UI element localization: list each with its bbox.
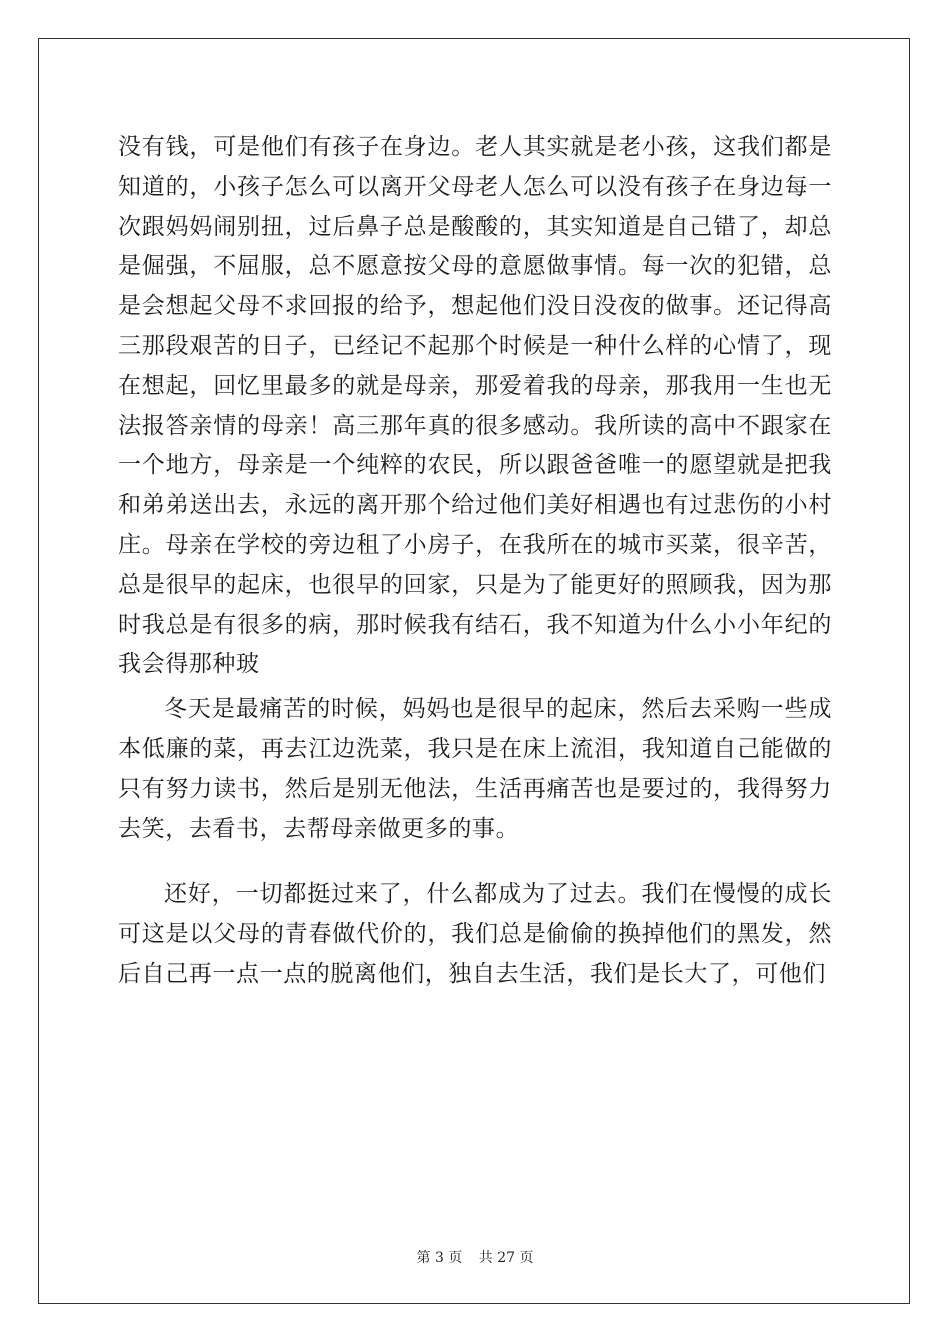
page-total: 共 27 页 (478, 1250, 534, 1266)
page-number: 第 3 页 (416, 1250, 463, 1266)
page-footer (0, 1247, 950, 1267)
paragraph-1: 没有钱，可是他们有孩子在身边。老人其实就是老小孩，这我们都是知道的，小孩子怎么可以离开父母老人怎么可以没有孩子在身边每一次跟妈妈闹别扭，过后鼻子总是酸酸的，其实知道是自己错了，却总是倔强，不屈服，总不愿意按父母的意愿做事情。每一次的犯错，总是会想起父母不求回报的给予，想起他们没日没夜的做事。还记得高三那段艰苦的日子，已经记不起那个时候是一种什么样的心情了，现在想起，回忆里最多的就是母亲，那爱着我的母亲，那我用一生也无法报答亲情的母亲！高三那年真的很多感动。我所读的高中不跟家在一个地方，母亲是一个纯粹的农民，所以跟爸爸唯一的愿望就是把我和弟弟送出去，永远的离开那个给过他们美好相遇也有过悲伤的小村庄。母亲在学校的旁边租了小房子，在我所在的城市买菜，很辛苦，总是很早的起床，也很早的回家，只是为了能更好的照顾我，因为那时我总是有很多的病，那时候我有结石，我不知道为什么小小年纪的我会得那种玻 (118, 134, 832, 678)
paragraph-2: 冬天是最痛苦的时候，妈妈也是很早的起床，然后去采购一些成本低廉的菜，再去江边洗菜，我只是在床上流泪，我知道自己能做的只有努力读书，然后是别无他法，生活再痛苦也是要过的，我得努力去笑，去看书，去帮母亲做更多的事。 (118, 696, 832, 842)
paragraph-3: 还好，一切都挺过来了，什么都成为了过去。我们在慢慢的成长可这是以父母的青春做代价的，我们总是偷偷的换掉他们的黑发，然后自己再一点一点的脱离他们，独自去生活，我们是长大了，可他们 (118, 881, 832, 987)
document-body (118, 128, 832, 995)
